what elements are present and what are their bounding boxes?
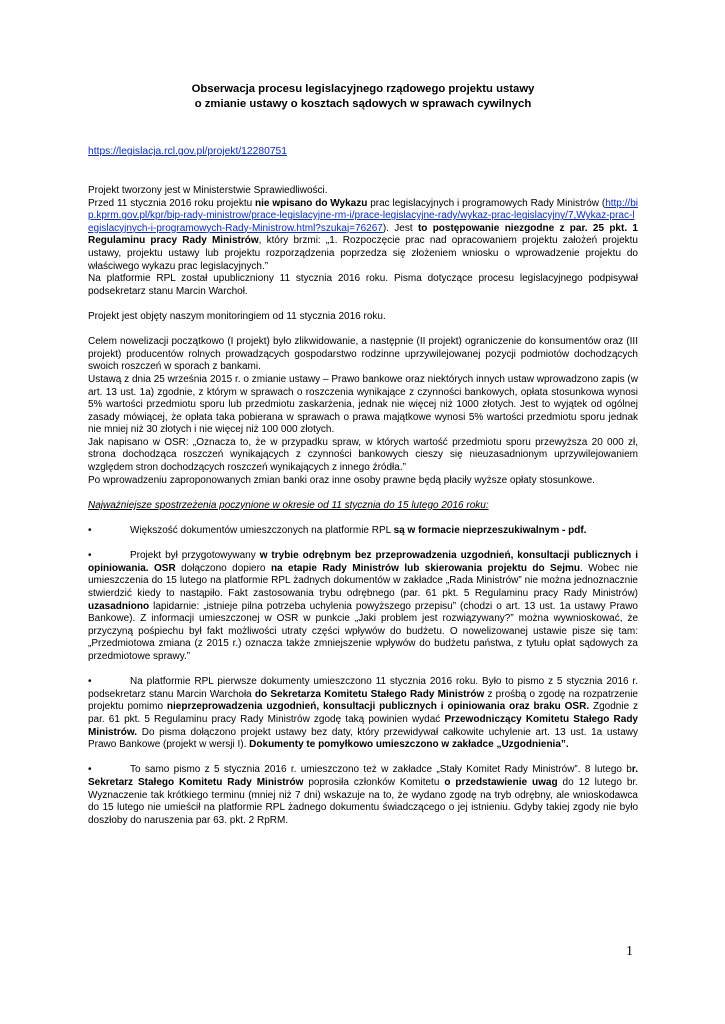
bold-run: na etapie Rady Ministrów lub skierowania projektu do Sejmu bbox=[270, 562, 581, 574]
body-paragraph-1: Celem nowelizacji początkowo (I projekt) było zlikwidowanie, a następnie (II projekt) ograniczenie do konsumentów oraz (III projekt) producentów rolnych prowadzących gospodarstwo rodzinne uprzywilejowanej pozycji podmiotów dochodzących swoich roszczeń w sporach z bankami. bbox=[88, 336, 638, 373]
bold-run: to postępowanie niezgodne z par. 25 pkt. 1 Regulaminu pracy Rady Ministrów bbox=[88, 222, 638, 247]
text-run: z prośbą o zgodę na rozpatrzenie projektu pomimo bbox=[88, 688, 638, 713]
bullet-icon: • bbox=[88, 764, 92, 776]
finding-item-4 bbox=[88, 764, 638, 827]
body-paragraph-2: Ustawą z dnia 25 września 2015 r. o zmianie ustawy – Prawo bankowe oraz niektórych innych ustaw wprowadzono zapis (w art. 13 ust. 1a) zgodnie, z którym w sprawach o roszczenia wynikające z czynności bankowych, opłata stosunkowa wynosi 5% wartości przedmiotu sporu lub przedmiotu zaskarżenia, jednak nie więcej niż 1000 złotych. Jest to wyjątek od ogólnej zasady mówiącej, że opłata taka pobierana w sprawach o prawa majątkowe wynosi 5% wartości przedmiotu sporu jednak nie mniej niż 30 złotych i nie więcej niż 100 000 złotych. bbox=[88, 373, 638, 436]
text-run: Przed 11 stycznia 2016 roku projektu bbox=[88, 197, 256, 209]
text-run: Projekt był przygotowywany bbox=[130, 550, 260, 562]
bold-run: są w formacie nieprzeszukiwalnym - pdf. bbox=[393, 525, 587, 537]
bullet-icon: • bbox=[88, 525, 92, 537]
page-number: 1 bbox=[626, 944, 633, 959]
intro-paragraph-2 bbox=[88, 198, 638, 274]
findings-heading: Najważniejsze spostrzeżenia poczynione w okresie od 11 stycznia do 15 lutego 2016 roku: bbox=[88, 499, 489, 511]
text-run: ). Jest bbox=[382, 222, 418, 234]
bold-run: Dokumenty te pomyłkowo umieszczono w zakładce „Uzgodnienia”. bbox=[249, 739, 569, 751]
text-run: Większość dokumentów umieszczonych na platformie RPL bbox=[130, 525, 394, 537]
finding-item-1 bbox=[88, 525, 638, 538]
body-paragraph-3: Jak napisano w OSR: „Oznacza to, że w przypadku spraw, w których wartość przedmiotu sporu przewyższa 20 000 zł, strona dochodząca roszczeń wynikających z czynności bankowych cieszy się nieuzasadnionym uprzywilejowaniem względem stron dochodzących roszczeń wynikających z innego źródła.” bbox=[88, 436, 638, 474]
document-page bbox=[88, 82, 638, 827]
bold-run: r. Sekretarz Stałego Komitetu Rady Ministrów bbox=[88, 764, 638, 788]
text-run: , który brzmi: „1. Rozpoczęcie prac nad opracowaniem projektu założeń projektu ustawy, projektu ustawy lub projektu rozporządzenia poprzedza się złożeniem wniosku o wprowadzenie projektu do właściwego wykazu prac legislacyjnych.” bbox=[88, 235, 638, 272]
title-line-1: Obserwacja procesu legislacyjnego rządowego projektu ustawy bbox=[191, 83, 535, 95]
text-run: prac legislacyjnych i programowych Rady Ministrów ( bbox=[367, 197, 606, 209]
bold-run: Przewodniczący Komitetu Stałego Rady Ministrów. bbox=[88, 713, 638, 738]
bullet-icon: • bbox=[88, 676, 92, 688]
text-run: Na platformie RPL pierwsze dokumenty umieszczono 11 stycznia 2016 roku. Było to pismo z 5 stycznia 2016 r. podsekretarz stanu Marcin Warchoła bbox=[88, 676, 638, 700]
document-title bbox=[88, 82, 638, 112]
text-run: lapidarnie: „istnieje pilna potrzeba uchylenia powyższego przepisu” (chodzi o art. 13 ust. 1a ustawy Prawo Bankowe). Z informacji umieszczonej w OSR w punkcie „Jaki problem jest rozwiązywany?” można wywnioskować, że przyczyną pośpiechu był fakt możliwości utraty części wpływów do budżetu. O nowelizowanej ustawie pisze się tam: „Przedmiotowa zmiana (z 2015 r.) oznacza także zmniejszenie wpływów do budżetu państwa, z tytułu opłat sądowych za przedmiotowe sprawy.” bbox=[88, 600, 638, 662]
intro-paragraph-4: Projekt jest objęty naszym monitoringiem od 11 stycznia 2016 roku. bbox=[88, 310, 386, 322]
bold-run: nieprzeprowadzenia uzgodnień, konsultacji publicznych i opiniowania oraz braku OSR. bbox=[166, 701, 590, 713]
intro-paragraph-3: Na platformie RPL został upubliczniony 11 stycznia 2016 roku. Pisma dotyczące procesu legislacyjnego podpisywał podsekretarz stanu Marcin Warchoł. bbox=[88, 273, 638, 297]
bold-run: do Sekretarza Komitetu Stałego Rady Ministrów bbox=[254, 688, 485, 700]
intro-paragraph-1: Projekt tworzony jest w Ministerstwie Sprawiedliwości. bbox=[88, 185, 328, 196]
project-link[interactable]: https://legislacja.rcl.gov.pl/projekt/12280751 bbox=[88, 146, 287, 157]
text-run: Zgodnie z par. 61 pkt. 5 Regulaminu pracy Rady Ministrów zgodę taką powinien wydać bbox=[88, 701, 639, 725]
bold-run: OSR bbox=[154, 562, 176, 574]
bold-run: w trybie odrębnym bez przeprowadzenia uzgodnień, konsultacji publicznych i opiniowania. bbox=[88, 550, 638, 574]
bullet-icon: • bbox=[88, 550, 92, 562]
bold-run: o przedstawienie uwag bbox=[444, 776, 558, 788]
text-run: dołączono dopiero bbox=[175, 562, 271, 574]
finding-item-3 bbox=[88, 676, 638, 752]
text-run: poprosiła członków Komitetu bbox=[303, 776, 445, 788]
finding-item-2 bbox=[88, 550, 638, 663]
text-run: . Wobec nie umieszczenia do 15 lutego na platformie RPL żadnych dokumentów w zakładce „Rada Ministrów” nie można jednoznacznie stwierdzić kiedy to nastąpiło. Fakt zastosowania trybu odrębnego (par. 61 pkt. 5 Regulaminu pracy Rady Ministrów) bbox=[88, 562, 638, 599]
title-line-2: o zmianie ustawy o kosztach sądowych w sprawach cywilnych bbox=[194, 98, 532, 110]
text-run: To samo pismo z 5 stycznia 2016 r. umieszczono też w zakładce „Stały Komitet Rady Ministrów”. 8 lutego b bbox=[130, 764, 632, 776]
text-run: do 12 lutego br. Wyznaczenie tak krótkiego terminu (mniej niż 7 dni) wskazuje na to, że wydano zgodę na tryb odrębny, ale wnioskodawca do 15 lutego nie umieścił na platformie RPL żadnego dokumentu świadczącego o jej istnieniu. Gdyby takiej zgody nie było doszłoby do naruszenia par 63. pkt. 2 RpRM. bbox=[88, 776, 638, 826]
text-run: Do pisma dołączono projekt ustawy bez daty, który przewidywał całkowite uchylenie art. 13 ust. 1a ustawy Prawo Bankowe (projekt w wersji I). bbox=[88, 726, 638, 751]
kprm-link[interactable]: http://bip.kprm.gov.pl/kpr/bip-rady-ministrow/prace-legislacyjne-rm-i/prace-legislacyjne-rady/wykaz-prac-legislacyjny/7,Wykaz-prac-legislacyjnych-i-programowych-Rady-Ministrow.html?szukaj=76267 bbox=[88, 197, 638, 234]
bold-run: nie wpisano do Wykazu bbox=[255, 197, 368, 209]
body-paragraph-4: Po wprowadzeniu zaproponowanych zmian banki oraz inne osoby prawne będą płaciły wyższe opłaty stosunkowe. bbox=[88, 474, 595, 486]
bold-run: uzasadniono bbox=[88, 600, 150, 612]
